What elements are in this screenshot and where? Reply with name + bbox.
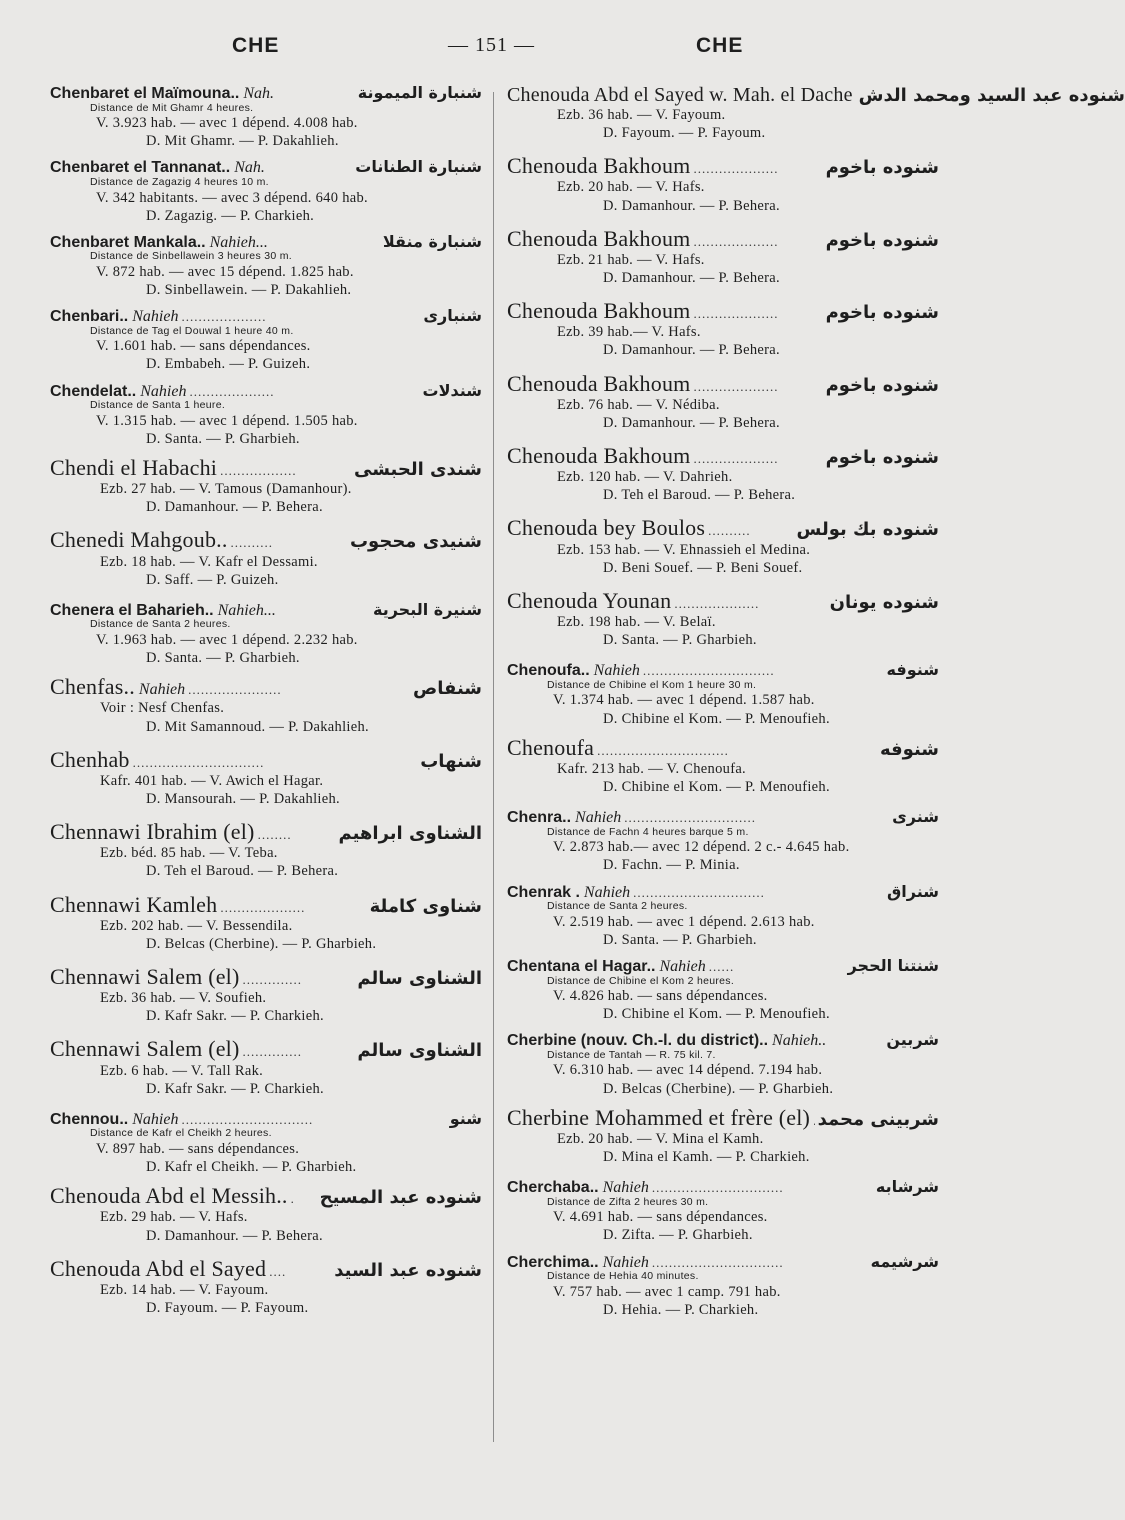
distance-note: Distance de Santa 2 heures. (547, 900, 688, 913)
running-head-left: CHE (232, 34, 280, 57)
district-line: D. Beni Souef. — P. Beni Souef. (603, 559, 803, 576)
district-line: D. Kafr Sakr. — P. Charkieh. (146, 1080, 324, 1097)
population-line: V. 757 hab. — avec 1 camp. 791 hab. (553, 1283, 781, 1300)
population-line: Voir : Nesf Chenfas. (100, 700, 225, 717)
place-kind: Nahieh (138, 681, 186, 699)
place-kind: Nahieh... (217, 601, 276, 619)
dot-leader: .................... (189, 383, 275, 399)
gazetteer-entry (507, 808, 939, 874)
place-kind: Nahieh (659, 957, 706, 975)
entry-title (50, 675, 482, 699)
arabic-name: شنوده بك بولس (796, 519, 939, 541)
gazetteer-entry (50, 748, 482, 808)
entry-title (50, 233, 482, 252)
entry-title (507, 661, 939, 680)
place-kind: Nahieh (602, 1179, 649, 1197)
district-line: D. Hehia. — P. Charkieh. (603, 1301, 759, 1318)
distance-note: Distance de Zifta 2 heures 30 m. (547, 1195, 709, 1208)
distance-note: Distance de Fachn 4 heures barque 5 m. (547, 825, 749, 838)
dot-leader (813, 1114, 815, 1128)
arabic-name: الشناوى ابراهيم (338, 823, 482, 845)
place-name: Chennawi Kamleh (50, 891, 218, 917)
place-kind: Nahieh (602, 1253, 649, 1271)
gazetteer-entry (50, 1037, 482, 1097)
gazetteer-entry (507, 516, 939, 576)
gazetteer-entry (507, 299, 939, 359)
entry-title (50, 307, 482, 326)
gazetteer-entry (507, 661, 939, 727)
dot-leader: ............................... (597, 742, 729, 758)
dot-leader: .................... (181, 309, 267, 325)
entry-title (507, 1106, 939, 1130)
place-kind: Nah. (243, 85, 275, 102)
arabic-name: شنوده باخوم (825, 374, 939, 396)
gazetteer-entry (50, 893, 482, 953)
district-line: D. Kafr Sakr. — P. Charkieh. (146, 1008, 324, 1025)
district-line: D. Zagazig. — P. Charkieh. (146, 207, 315, 224)
place-name: Chenouda Bakhoum (507, 370, 691, 396)
population-line: Ezb. 29 hab. — V. Hafs. (100, 1209, 248, 1226)
place-name: Chenra.. (507, 809, 572, 827)
entry-title (507, 589, 939, 613)
population-line: Ezb. 18 hab. — V. Kafr el Dessami. (100, 553, 318, 570)
place-name: Cherbine (nouv. Ch.-l. du district).. (507, 1032, 769, 1050)
dot-leader: .................... (693, 451, 779, 466)
place-name: Chenedi Mahgoub.. (50, 527, 228, 553)
arabic-name: شنفاص (413, 678, 482, 700)
dot-leader: ............................... (132, 754, 265, 770)
gazetteer-entry (50, 307, 482, 373)
place-name: Chennawi Salem (el) (50, 1036, 240, 1062)
dot-leader: .................... (674, 595, 760, 611)
place-name: Chenouda Abd el Messih.. (50, 1183, 288, 1209)
arabic-name: الشناوى سالم (357, 967, 482, 989)
entry-title (507, 883, 939, 902)
arabic-name: شنبارى (423, 306, 482, 326)
population-line: V. 872 hab. — avec 15 dépend. 1.825 hab. (96, 263, 354, 280)
dot-leader: ...................... (188, 682, 282, 698)
gazetteer-entry (50, 233, 482, 299)
district-line: D. Damanhour. — P. Behera. (603, 197, 780, 214)
arabic-name: شربينى محمد (817, 1108, 939, 1130)
district-line: D. Embabeh. — P. Guizeh. (146, 356, 311, 373)
dot-leader: ............................... (181, 1111, 314, 1127)
arabic-name: شنبارة الطنانات (355, 157, 482, 177)
gazetteer-entry (50, 528, 482, 588)
entry-title (50, 528, 482, 552)
gazetteer-entry (50, 675, 482, 735)
place-name: Cherchima.. (507, 1253, 599, 1271)
arabic-name: شربين (886, 1030, 939, 1050)
place-name: Chenouda Bakhoum (507, 443, 691, 468)
dot-leader: .................... (693, 161, 779, 177)
place-name: Chenbaret el Maïmouna.. (50, 85, 240, 102)
distance-note: Distance de Santa 2 heures. (90, 618, 231, 631)
place-kind: Nahieh (583, 883, 631, 901)
arabic-name: شنوده عبد المسيح (319, 1187, 482, 1209)
arabic-name: شناوى كاملة (369, 895, 482, 917)
population-line: Ezb. 14 hab. — V. Fayoum. (100, 1281, 269, 1298)
entry-title (507, 1253, 939, 1272)
population-line: V. 1.601 hab. — sans dépendances. (96, 338, 311, 355)
place-name: Chenouda bey Boulos (507, 515, 706, 541)
distance-note: Distance de Zagazig 4 heures 10 m. (90, 175, 269, 188)
district-line: D. Mina el Kamh. — P. Charkieh. (603, 1149, 810, 1166)
population-line: V. 2.519 hab. — avec 1 dépend. 2.613 hab. (553, 913, 815, 930)
population-line: Kafr. 213 hab. — V. Chenoufa. (557, 760, 746, 777)
entry-title (50, 382, 482, 401)
place-name: Chenhab (50, 746, 130, 772)
arabic-name: شنوده باخوم (825, 229, 939, 251)
dot-leader: ........ (257, 827, 292, 843)
dot-leader: .......... (708, 523, 751, 539)
district-line: D. Saff. — P. Guizeh. (146, 571, 279, 588)
district-line: D. Chibine el Kom. — P. Menoufieh. (603, 779, 830, 796)
gazetteer-entry (507, 1106, 939, 1166)
place-name: Chenbaret Mankala.. (50, 233, 206, 251)
dot-leader: .................... (693, 306, 779, 322)
place-kind: Nahieh (132, 1110, 179, 1128)
district-line: D. Damanhour. — P. Behera. (603, 414, 780, 431)
place-name: Chennawi Salem (el) (50, 963, 240, 989)
district-line: D. Fayoum. — P. Fayoum. (603, 125, 766, 142)
arabic-name: الشناوى سالم (357, 1040, 482, 1062)
district-line: D. Santa. — P. Gharbieh. (146, 650, 300, 667)
distance-note: Distance de Chibine el Kom 1 heure 30 m. (547, 678, 757, 691)
distance-note: Distance de Mit Ghamr 4 heures. (90, 101, 254, 114)
dot-leader: ............................... (633, 884, 765, 900)
arabic-name: شنو (449, 1108, 482, 1128)
entry-title (507, 808, 939, 827)
dot-leader: ...... (708, 958, 735, 974)
arabic-name: شنوده عبد السيد ومحمد الدش (858, 85, 1125, 106)
district-line: D. Mit Ghamr. — P. Dakahlieh. (146, 133, 339, 150)
arabic-name: شنراق (886, 881, 939, 901)
population-line: Ezb. 39 hab.— V. Hafs. (557, 324, 701, 341)
population-line: Ezb. 20 hab. — V. Hafs. (557, 179, 705, 196)
dot-leader: .................... (220, 899, 306, 915)
place-kind: Nahieh (593, 662, 640, 680)
distance-note: Distance de Hehia 40 minutes. (547, 1270, 699, 1283)
distance-note: Distance de Santa 1 heure. (90, 399, 226, 412)
arabic-name: شنرى (892, 807, 939, 827)
entry-title (507, 516, 939, 540)
left-column (50, 84, 482, 1329)
arabic-name: شنوفه (879, 738, 939, 760)
place-name: Chenouda Bakhoum (507, 225, 691, 251)
dot-leader: ............................... (642, 663, 775, 679)
distance-note: Distance de Chibine el Kom 2 heures. (547, 974, 735, 987)
arabic-name: شنوده باخوم (825, 447, 939, 468)
entry-title (507, 1178, 939, 1197)
gazetteer-entry (50, 1184, 482, 1244)
gazetteer-entry (50, 1257, 482, 1317)
entry-title (507, 154, 939, 178)
district-line: D. Damanhour. — P. Behera. (146, 1227, 323, 1244)
arabic-name: شرشيمه (870, 1251, 939, 1271)
place-name: Chenbaret el Tannanat.. (50, 159, 231, 177)
gazetteer-entry (50, 601, 482, 667)
population-line: Ezb. 27 hab. — V. Tamous (Damanhour). (100, 481, 352, 498)
district-line: D. Chibine el Kom. — P. Menoufieh. (603, 1006, 830, 1023)
place-name: Chenoufa.. (507, 662, 590, 680)
entry-title (50, 456, 482, 480)
entry-title (507, 227, 939, 251)
dot-leader: ............................... (651, 1254, 784, 1270)
arabic-name: شرشابه (875, 1177, 939, 1197)
gazetteer-entry (50, 382, 482, 448)
arabic-name: شنتنا الحجر (847, 955, 939, 975)
distance-note: Distance de Tantah — R. 75 kil. 7. (547, 1048, 716, 1061)
district-line: D. Damanhour. — P. Behera. (146, 499, 323, 516)
district-line: D. Damanhour. — P. Behera. (603, 342, 780, 359)
population-line: Kafr. 401 hab. — V. Awich el Hagar. (100, 772, 324, 789)
district-line: D. Zifta. — P. Gharbieh. (603, 1227, 753, 1244)
arabic-name: شنهاب (420, 750, 482, 772)
population-line: Ezb. 198 hab. — V. Belaï. (557, 614, 716, 631)
arabic-name: شنيدى محجوب (349, 531, 482, 553)
district-line: D. Chibine el Kom. — P. Menoufieh. (603, 710, 830, 727)
dot-leader: .... (269, 1263, 287, 1279)
dot-leader: ............................... (651, 1180, 784, 1196)
district-line: D. Belcas (Cherbine). — P. Gharbieh. (603, 1080, 834, 1097)
place-kind: Nahieh (575, 809, 622, 827)
gazetteer-entry (507, 957, 939, 1023)
dot-leader: .............. (242, 1044, 303, 1060)
entry-title (507, 444, 939, 468)
district-line: D. Mit Samannoud. — P. Dakahlieh. (146, 718, 369, 735)
distance-note: Distance de Sinbellawein 3 heures 30 m. (90, 250, 292, 263)
gazetteer-entry (507, 1178, 939, 1244)
entry-title (507, 84, 1125, 106)
population-line: V. 897 hab. — sans dépendances. (96, 1140, 300, 1157)
gazetteer-entry (507, 372, 939, 432)
entry-title (50, 1110, 482, 1129)
place-name: Chendi el Habachi (50, 454, 218, 480)
dot-leader: . (290, 1191, 295, 1207)
place-name: Chenera el Baharieh.. (50, 601, 214, 619)
entry-title (50, 84, 482, 103)
dot-leader: .............. (242, 971, 303, 987)
entry-title (507, 372, 939, 396)
district-line: D. Fayoum. — P. Fayoum. (146, 1299, 309, 1316)
entry-title (507, 299, 939, 323)
gazetteer-entry (50, 158, 482, 224)
population-line: Ezb. 202 hab. — V. Bessendila. (100, 917, 293, 934)
gazetteer-entry (507, 1253, 939, 1319)
arabic-name: شنوده عبد السيد (334, 1259, 482, 1281)
dot-leader: .................. (220, 462, 297, 478)
population-line: Ezb. 76 hab. — V. Nédiba. (557, 396, 720, 413)
distance-note: Distance de Kafr el Cheikh 2 heures. (90, 1127, 272, 1140)
place-kind: Nah. (234, 159, 265, 177)
place-name: Chenouda Bakhoum (507, 298, 691, 324)
population-line: V. 4.826 hab. — sans dépendances. (553, 988, 768, 1005)
entry-title (50, 893, 482, 917)
gazetteer-entry (507, 154, 939, 214)
gazetteer-entry (50, 1110, 482, 1176)
place-name: Chentana el Hagar.. (507, 957, 656, 975)
arabic-name: شنوده باخوم (825, 157, 939, 179)
district-line: D. Sinbellawein. — P. Dakahlieh. (146, 282, 352, 299)
gazetteer-entry (507, 736, 939, 796)
district-line: D. Damanhour. — P. Behera. (603, 270, 780, 286)
place-name: Cherchaba.. (507, 1179, 599, 1197)
entry-title (507, 1031, 939, 1050)
place-kind: Nahieh... (209, 233, 268, 251)
gazetteer-entry (50, 84, 482, 150)
gazetteer-entry (507, 444, 939, 504)
district-line: D. Santa. — P. Gharbieh. (603, 632, 757, 649)
place-name: Chenouda Abd el Sayed (50, 1255, 267, 1281)
district-line: D. Fachn. — P. Minia. (603, 857, 740, 874)
dot-leader: .................... (693, 233, 779, 249)
entry-title (50, 1184, 482, 1208)
district-line: D. Santa. — P. Gharbieh. (603, 931, 757, 948)
column-divider (493, 92, 494, 1442)
gazetteer-entry (507, 227, 939, 287)
population-line: V. 1.963 hab. — avec 1 dépend. 2.232 hab. (96, 631, 358, 648)
place-name: Chennawi Ibrahim (el) (50, 819, 255, 845)
gazetteer-entry (507, 84, 1125, 142)
arabic-name: شنوفه (886, 660, 939, 680)
district-line: D. Kafr el Cheikh. — P. Gharbieh. (146, 1159, 357, 1176)
dot-leader: .......... (230, 535, 274, 551)
dot-leader: .................... (693, 378, 779, 394)
arabic-name: شنوده باخوم (825, 302, 939, 324)
arabic-name: شنبارة الميمونة (357, 83, 482, 102)
population-line: Ezb. 36 hab. — V. Soufieh. (100, 990, 267, 1007)
place-name: Chenfas.. (50, 674, 135, 700)
dot-leader: ............................... (624, 810, 756, 826)
arabic-name: شندلات (422, 380, 482, 400)
place-kind: Nahieh (140, 382, 187, 400)
population-line: V. 2.873 hab.— avec 12 dépend. 2 c.- 4.645 hab. (553, 839, 850, 856)
population-line: Ezb. 153 hab. — V. Ehnassieh el Medina. (557, 541, 811, 558)
place-name: Chenoufa (507, 734, 595, 760)
arabic-name: شندى الحبشى (354, 458, 482, 480)
gazetteer-entry (50, 965, 482, 1025)
running-head-right: CHE (696, 34, 744, 57)
district-line: D. Santa. — P. Gharbieh. (146, 430, 300, 447)
district-line: D. Belcas (Cherbine). — P. Gharbieh. (146, 935, 377, 952)
gazetteer-entry (507, 883, 939, 949)
place-name: Chenrak . (507, 883, 580, 901)
entry-title (50, 748, 482, 772)
entry-title (50, 1037, 482, 1061)
entry-title (507, 957, 939, 976)
arabic-name: شنبارة منقلا (382, 231, 482, 251)
place-name: Chenouda Younan (507, 587, 672, 613)
place-name: Chennou.. (50, 1110, 129, 1128)
population-line: V. 4.691 hab. — sans dépendances. (553, 1209, 768, 1226)
entry-title (50, 1257, 482, 1281)
district-line: D. Teh el Baroud. — P. Behera. (603, 487, 796, 504)
gazetteer-entry (50, 820, 482, 880)
entry-title (50, 158, 482, 177)
population-line: V. 342 habitants. — avec 3 dépend. 640 hab. (96, 189, 368, 206)
place-kind: Nahieh.. (772, 1032, 827, 1050)
district-line: D. Mansourah. — P. Dakahlieh. (146, 790, 340, 807)
population-line: V. 1.374 hab. — avec 1 dépend. 1.587 hab. (553, 692, 815, 709)
arabic-name: شنوده يونان (829, 591, 939, 613)
population-line: V. 6.310 hab. — avec 14 dépend. 7.194 hab. (553, 1062, 823, 1079)
gazetteer-entry (507, 1031, 939, 1097)
distance-note: Distance de Tag el Douwal 1 heure 40 m. (90, 324, 294, 337)
place-name: Chenouda Abd el Sayed w. Mah. el Dache (507, 84, 853, 106)
population-line: Ezb. béd. 85 hab. — V. Teba. (100, 845, 278, 862)
page-number: — 151 — (448, 34, 535, 56)
place-name: Chenbari.. (50, 308, 129, 326)
place-kind: Nahieh (132, 308, 179, 326)
right-column (507, 84, 1125, 1327)
gazetteer-entry (50, 456, 482, 516)
entry-title (50, 820, 482, 844)
gazetteer-entry (507, 589, 939, 649)
entry-title (50, 965, 482, 989)
entry-title (507, 736, 939, 760)
population-line: Ezb. 6 hab. — V. Tall Rak. (100, 1062, 264, 1079)
place-name: Chendelat.. (50, 382, 137, 400)
population-line: Ezb. 36 hab. — V. Fayoum. (557, 107, 726, 123)
population-line: V. 1.315 hab. — avec 1 dépend. 1.505 hab. (96, 412, 358, 429)
place-name: Cherbine Mohammed et frère (el) (507, 1104, 811, 1130)
population-line: Ezb. 21 hab. — V. Hafs. (557, 251, 705, 268)
arabic-name: شنيرة البحرية (373, 599, 482, 619)
population-line: Ezb. 20 hab. — V. Mina el Kamh. (557, 1130, 764, 1147)
district-line: D. Teh el Baroud. — P. Behera. (146, 863, 339, 880)
population-line: Ezb. 120 hab. — V. Dahrieh. (557, 469, 733, 486)
entry-title (50, 601, 482, 620)
place-name: Chenouda Bakhoum (507, 153, 691, 179)
population-line: V. 3.923 hab. — avec 1 dépend. 4.008 hab. (96, 115, 358, 132)
